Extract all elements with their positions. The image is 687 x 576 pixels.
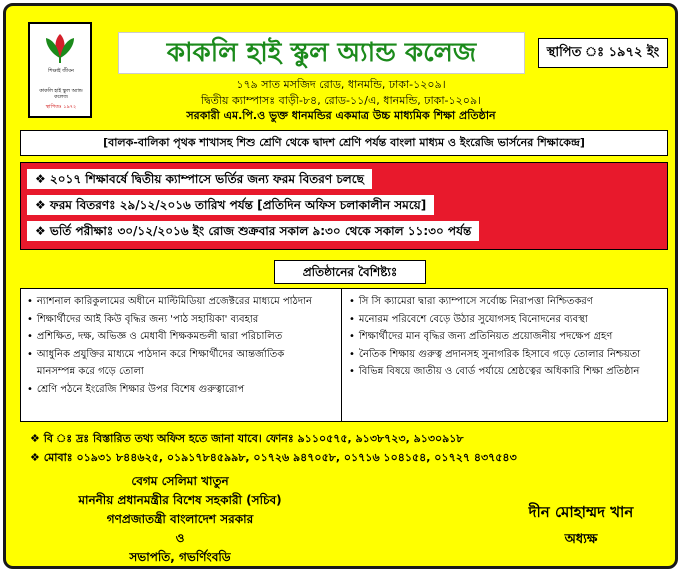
school-logo: [28, 22, 92, 118]
admission-line-1: ❖ ২০১৭ শিক্ষাবর্ষে দ্বিতীয় ক্যাম্পাসে ভর্তির জন্য ফরম বিতরণ চলছে: [27, 169, 372, 189]
logo-caption-top: শিক্ষাই জীবন: [48, 68, 74, 74]
feature-item: • শিক্ষার্থীদের মান বৃদ্ধির জন্য প্রতিনিয়ত প্রয়োজনীয় পদক্ষেপ গ্রহণ: [349, 331, 613, 342]
branch-note: [বালক-বালিকা পৃথক শাখাসহ শিশু শ্রেণি থেকে দ্বাদশ শ্রেণি পর্যন্ত বাংলা মাধ্যম ও ইংরেজি ভার্সনের শিক্ষাকেন্দ্র]: [20, 130, 668, 156]
feature-item-continued: মানসম্পন্ন করে গড়ে তোলা: [36, 366, 144, 377]
signatory-title-2: গণপ্রজাতন্ত্রী বাংলাদেশ সরকার: [106, 512, 254, 526]
signatory-title-1: মাননীয় প্রধানমন্ত্রীর বিশেষ সহকারী (সচিব): [78, 493, 282, 507]
established-badge: স্থাপিত ঃ ১৯৭২ ইং: [538, 38, 668, 68]
signatory-title-3: সভাপতি, গভর্ণিংবডি: [129, 550, 231, 564]
principal-name: দীন মোহাম্মদ খান: [528, 503, 634, 521]
feature-item: • ন্যাশনাল কারিকুলামের অধীনে মাল্টিমিডিয়া প্রজেক্টরের মাধ্যমে পাঠদান: [27, 296, 312, 307]
principal-role: অধ্যক্ষ: [564, 532, 598, 547]
contact-mobile: ❖ মোবাঃ ০১৯৩১ ৮৪৪৬২৫, ০১৯১৭৮৪৫৯৯৮, ০১৭২৬ ৯৪৭০৫৮, ০১৭১৬ ১০৪১৫৪, ০১৭২৭ ৪৩৭৫৪৩: [30, 451, 517, 464]
school-title: কাকলি হাই স্কুল অ্যান্ড কলেজ: [118, 32, 525, 74]
admission-line-3: ❖ ভর্তি পরীক্ষাঃ ৩০/১২/২০১৬ ইং রোজ শুক্রবার সকাল ৯:৩০ থেকে সকাল ১১:৩০ পর্যন্ত: [27, 221, 479, 241]
feature-item: • শিক্ষার্থীদের আই কিউ বৃদ্ধির জন্য 'পাঠ সহায়িকা' ব্যবহার: [27, 313, 259, 325]
address-line-2: দ্বিতীয় ক্যাম্পাসঃ বাড়ী-৮৪, রোড-১১/এ, ধানমন্ডি, ঢাকা-১২০৯।: [200, 94, 482, 107]
features-panel: [20, 288, 668, 422]
feature-item: • আধুনিক প্রযুক্তির মাধ্যমে পাঠদান করে শিক্ষার্থীদের আন্তর্জাতিক: [27, 348, 285, 360]
signatory-name: বেগম সেলিমা খাতুন: [131, 474, 229, 488]
feature-item: • বিভিন্ন বিষয়ে জাতীয় ও বোর্ড পর্যায়ে শ্রেষ্ঠত্বের অধিকারি শিক্ষা প্রতিষ্ঠান: [349, 366, 640, 377]
signatory-conjunction: ও: [175, 531, 185, 545]
feature-item: • মনোরম পরিবেশে বেড়ে উঠার সুযোগসহ বিনোদনের ব্যবস্থা: [349, 313, 588, 325]
address-line-1: ১৭৯ সাত মসজিদ রোড, ধানমন্ডি, ঢাকা-১২০৯।: [236, 78, 446, 91]
flower-logo-icon: [40, 30, 80, 64]
notice-frame: [3, 3, 678, 569]
feature-item: • নৈতিক শিক্ষায় গুরুত্ব প্রদানসহ সুনাগরিক হিসাবে গড়ে তোলার নিশ্চয়তা: [349, 348, 641, 360]
feature-item: • সি সি ক্যামেরা দ্বারা ক্যাম্পাসে সর্বোচ্চ নিরাপত্তা নিশ্চিতকরণ: [349, 296, 593, 307]
address-line-3: সরকারী এম.পি.ও ভুক্ত ধানমন্ডির একমাত্র উচ্চ মাধ্যমিক শিক্ষা প্রতিষ্ঠান: [186, 109, 496, 122]
feature-item: • প্রশিক্ষিত, দক্ষ, অভিজ্ঞ ও মেধাবী শিক্ষকমন্ডলী দ্বারা পরিচালিত: [27, 331, 283, 342]
contact-note: ❖ বি ঃ দ্রঃ বিস্তারিত তথ্য অফিস হতে জানা যাবে। ফোনঃ ৯১১০৫৭৫, ৯১৩৮৭২৩, ৯১৩০৯১৮: [30, 432, 464, 445]
logo-caption-bottom: স্থাপিতঃ ১৯৭২: [45, 104, 77, 110]
features-right-column: [349, 293, 661, 381]
feature-item: • শ্রেণি পঠনে ইংরেজি শিক্ষার উপর বিশেষ গুরুত্বারোপ: [27, 383, 245, 395]
signatory-chairperson: [30, 472, 330, 567]
features-left-column: [27, 293, 339, 398]
logo-caption-mid: কাকলি হাই স্কুল অ্যান্ড কলেজ: [39, 88, 83, 100]
signatory-principal: [491, 498, 671, 554]
admission-line-2: ❖ ফরম বিতরণঃ ২৯/১২/২০১৬ তারিখ পর্যন্ত [প্রতিদিন অফিস চলাকালীন সময়ে]: [27, 195, 434, 215]
features-heading: প্রতিষ্ঠানের বৈশিষ্ট্যঃ: [274, 260, 426, 284]
features-divider: [341, 289, 342, 421]
admission-panel: [20, 162, 668, 250]
